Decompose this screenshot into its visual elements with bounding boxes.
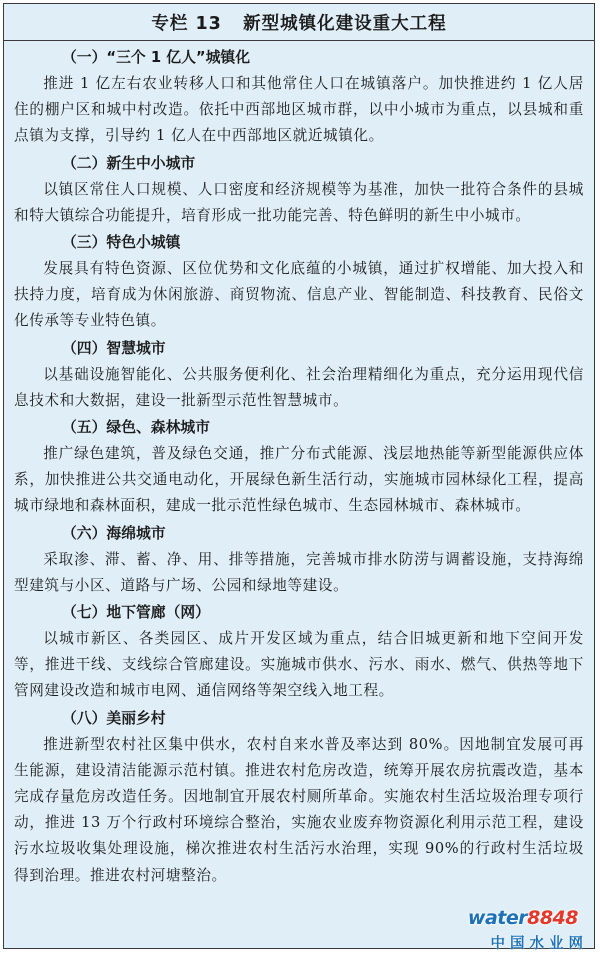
section-heading: （二）新生中小城市	[62, 154, 196, 172]
section-body: 推进 1 亿左右农业转移人口和其他常住人口在城镇落户。加快推进约 1 亿人居住的棚户区和城中村改造。依托中西部地区城市群，以中小城市为重点，以县城和重点镇为支撑，引导约 1 亿人在中西部地区就近城镇化。	[14, 75, 584, 145]
section-4	[14, 338, 584, 414]
section-1	[14, 47, 584, 150]
section-8	[14, 708, 584, 889]
watermark-logo	[468, 907, 578, 929]
watermark-logo-accent: 8848	[527, 907, 578, 929]
section-heading: （四）智慧城市	[62, 339, 166, 357]
section-body: 推广绿色建筑，普及绿色交通，推广分布式能源、浅层地热能等新型能源供应体系，加快推进公共交通电动化，开展绿色新生活行动，实施城市园林绿化工程，提高城市绿地和森林面积，建成一批示范性绿色城市、生态园林城市、森林城市。	[14, 445, 584, 515]
section-body: 采取渗、滞、蓄、净、用、排等措施，完善城市排水防涝与调蓄设施，支持海绵型建筑与小区、道路与广场、公园和绿地等建设。	[14, 550, 584, 594]
section-body: 推进新型农村社区集中供水，农村自来水普及率达到 80%。因地制宜发展可再生能源，建设清洁能源示范村镇。推进农村危房改造，统筹开展农房抗震改造，基本完成存量危房改造任务。因地制宜开展农村厕所革命。实施农村生活垃圾治理专项行动，推进 13 万个行政村环境综合整治，实施农业废弃物资源化利用示范工程，建设污水垃圾收集处理设施，梯次推进农村生活污水治理，实现 90%的行政村生活垃圾得到治理。推进农村河塘整治。	[14, 735, 584, 884]
box-title: 专栏 13 新型城镇化建设重大工程	[151, 13, 447, 34]
title-bar	[4, 4, 594, 41]
section-heading: （三）特色小城镇	[62, 234, 181, 252]
section-body: 以基础设施智能化、公共服务便利化、社会治理精细化为重点，充分运用现代信息技术和大数据，建设一批新型示范性智慧城市。	[14, 365, 584, 409]
watermark-logo-main: water	[467, 907, 528, 929]
section-6	[14, 523, 584, 599]
section-heading: （七）地下管廊（网）	[62, 604, 210, 622]
section-5	[14, 417, 584, 520]
section-body: 发展具有特色资源、区位优势和文化底蕴的小城镇，通过扩权增能、加大投入和扶持力度，培育成为休闲旅游、商贸物流、信息产业、智能制造、科技教育、民俗文化传承等专业特色镇。	[14, 260, 584, 330]
section-heading: （六）海绵城市	[62, 524, 166, 542]
site-watermark	[460, 905, 592, 953]
section-heading: （五）绿色、森林城市	[62, 419, 210, 437]
feature-box	[3, 3, 595, 949]
section-body: 以镇区常住人口规模、人口密度和经济规模等为基准，加快一批符合条件的县城和特大镇综合功能提升，培育形成一批功能完善、特色鲜明的新生中小城市。	[14, 180, 584, 224]
box-content	[4, 41, 594, 889]
section-7	[14, 602, 584, 705]
section-heading: （一）“三个 1 亿人”城镇化	[62, 49, 251, 66]
watermark-site-name: 中国水业网	[490, 936, 588, 952]
section-heading: （八）美丽乡村	[62, 709, 166, 727]
section-2	[14, 153, 584, 229]
section-3	[14, 232, 584, 335]
section-body: 以城市新区、各类园区、成片开发区域为重点，结合旧城更新和地下空间开发等，推进干线、支线综合管廊建设。实施城市供水、污水、雨水、燃气、供热等地下管网建设改造和城市电网、通信网络等架空线入地工程。	[14, 630, 584, 700]
